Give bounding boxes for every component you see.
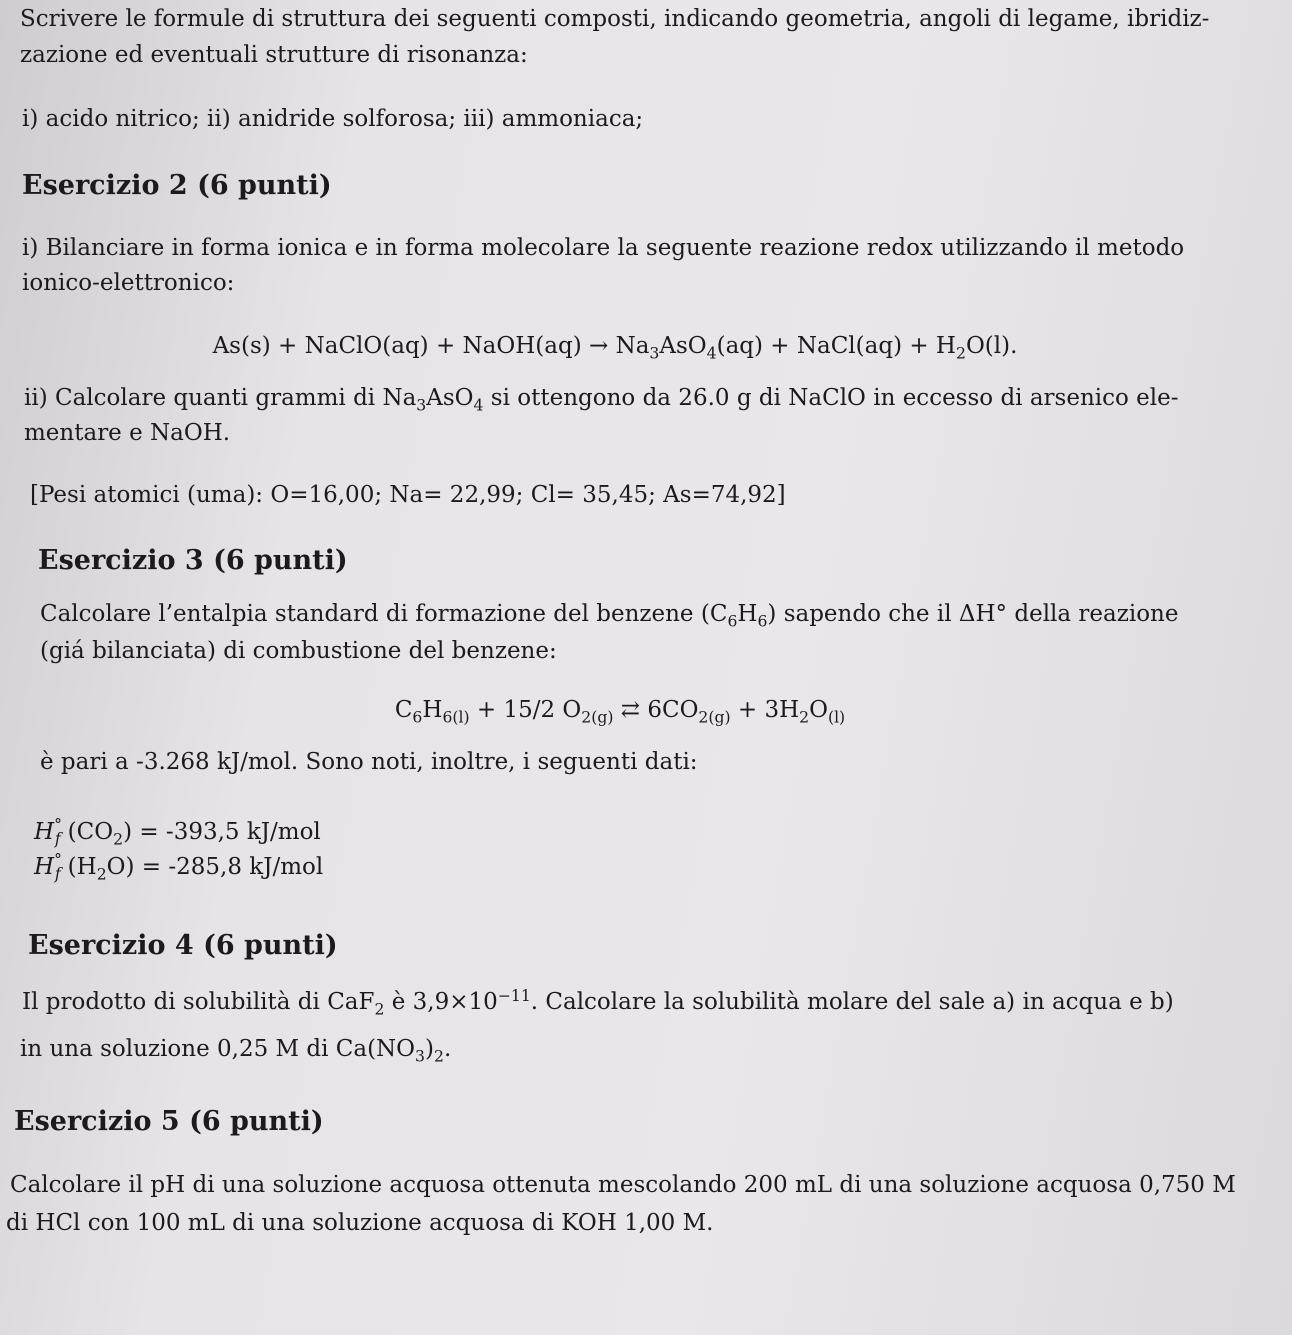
intro-line-3: i) acido nitrico; ii) anidride solforosa; iii) ammoniaca; (22, 106, 644, 132)
exercise-3-title: Esercizio 3 (6 punti) (38, 545, 348, 576)
exercise-2-title: Esercizio 2 (6 punti) (22, 170, 332, 201)
exercise-4-text-line-2: in una soluzione 0,25 M di $Ca(NO_3)_2$. (20, 1036, 452, 1066)
exercise-2-text-line-1: i) Bilanciare in forma ionica e in forma molecolare la seguente reazione redox utilizzando il metodo (22, 235, 1185, 261)
exercise-2-question-line-2: mentare e NaOH. (24, 420, 231, 446)
exercise-3-text-line-2: (giá bilanciata) di combustione del benzene: (40, 638, 557, 664)
intro-line-1: Scrivere le formule di struttura dei seguenti composti, indicando geometria, angoli di legame, ibridiz- (20, 6, 1210, 32)
exercise-5-title: Esercizio 5 (6 punti) (14, 1106, 324, 1137)
exercise-2-redox-equation: As(s) + NaClO(aq) + NaOH(aq) → $Na_3AsO_4(aq)$ + NaCl(aq) + $H_2O(l)$. (212, 333, 1018, 363)
exercise-2-text-line-2: ionico-elettronico: (22, 270, 235, 296)
atomic-weights: [Pesi atomici (uma): O=16,00; Na= 22,99; Cl= 35,45; As=74,92] (30, 482, 786, 508)
enthalpy-data-h2o: $H^\circ_f$ $(H_2O) = -285,8$ kJ/mol (34, 849, 324, 884)
benzene-combustion-equation: $C_6H_{6(l)} + 15/2$ $O_{2(g)}$ ⇄ $6CO_{2(g)} + 3H_2O_{(l)}$ (394, 697, 846, 727)
exercise-4-title: Esercizio 4 (6 punti) (28, 930, 338, 961)
exercise-2-question-line-1: ii) Calcolare quanti grammi di $Na_3AsO_4$ si ottengono da 26.0 g di NaClO in eccesso di arsenico ele- (24, 385, 1179, 415)
enthalpy-data-co2: $H^\circ_f$ $(CO_2) = -393,5$ kJ/mol (34, 814, 321, 849)
exercise-4-text-line-1: Il prodotto di solubilità di CaF$_2$ è $3,9\times 10^{-11}$. Calcolare la solubilità molare del sale a) in acqua e b) (22, 986, 1174, 1019)
exercise-5-text-line-2: di HCl con 100 mL di una soluzione acquosa di KOH 1,00 M. (6, 1210, 714, 1236)
exercise-3-text-line-3: è pari a -3.268 kJ/mol. Sono noti, inoltre, i seguenti dati: (40, 749, 698, 775)
exercise-3-text-line-1: Calcolare l’entalpia standard di formazione del benzene $(C_6H_6)$ sapendo che il ΔH° della reazione (40, 601, 1179, 631)
intro-line-2: zazione ed eventuali strutture di risonanza: (20, 42, 528, 68)
exercise-5-text-line-1: Calcolare il pH di una soluzione acquosa ottenuta mescolando 200 mL di una soluzione acquosa 0,750 M (10, 1172, 1236, 1198)
